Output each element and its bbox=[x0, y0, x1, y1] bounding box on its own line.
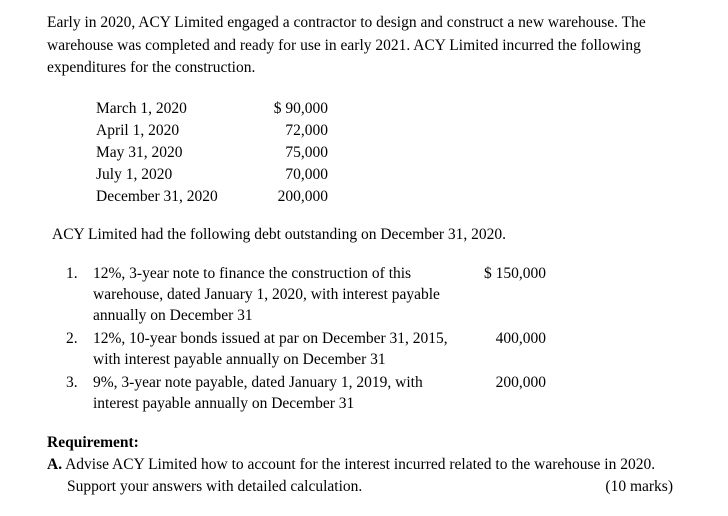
debt-item bbox=[0, 372, 728, 414]
debt-item bbox=[0, 328, 728, 370]
expenditure-amount: 72,000 bbox=[285, 122, 328, 139]
requirement-a bbox=[47, 454, 687, 476]
debt-item bbox=[0, 263, 728, 326]
expenditures-table bbox=[96, 98, 328, 208]
debt-number: 2. bbox=[66, 330, 78, 347]
debt-list bbox=[0, 263, 728, 416]
expenditure-date: July 1, 2020 bbox=[96, 166, 173, 183]
debt-number: 3. bbox=[66, 374, 78, 391]
requirement-title: Requirement: bbox=[47, 434, 139, 451]
expenditure-amount: $ 90,000 bbox=[273, 100, 328, 117]
debt-description: 12%, 10-year bonds issued at par on December 31, 2015, with interest payable annually on December 31 bbox=[93, 330, 448, 368]
expenditure-row bbox=[96, 164, 328, 186]
expenditure-row bbox=[96, 98, 328, 120]
requirement-a-label: A. bbox=[47, 456, 63, 473]
expenditure-amount: 70,000 bbox=[285, 166, 328, 183]
debt-description: 9%, 3-year note payable, dated January 1, 2019, with interest payable annually on December 31 bbox=[93, 374, 423, 412]
debt-number: 1. bbox=[66, 265, 78, 282]
debt-description: 12%, 3-year note to finance the construction of this warehouse, dated January 1, 2020, with interest payable annually on December 31 bbox=[93, 265, 440, 324]
requirement-a-text: Advise ACY Limited how to account for the interest incurred related to the warehouse in 2020. bbox=[65, 456, 656, 473]
debt-amount: $ 150,000 bbox=[484, 265, 546, 282]
expenditure-date: May 31, 2020 bbox=[96, 144, 183, 161]
requirement-marks: (10 marks) bbox=[605, 478, 673, 495]
expenditure-amount: 75,000 bbox=[285, 144, 328, 161]
expenditure-row bbox=[96, 142, 328, 164]
intro-paragraph: Early in 2020, ACY Limited engaged a contractor to design and construct a new warehouse. The warehouse was completed and ready for use in early 2021. ACY Limited incurred the following expenditures for the construction. bbox=[47, 14, 646, 76]
requirement-support: Support your answers with detailed calculation. bbox=[67, 478, 363, 495]
debt-amount: 400,000 bbox=[495, 330, 546, 347]
expenditure-row bbox=[96, 120, 328, 142]
debt-amount: 200,000 bbox=[495, 374, 546, 391]
expenditure-date: December 31, 2020 bbox=[96, 188, 218, 205]
expenditure-date: March 1, 2020 bbox=[96, 100, 187, 117]
expenditure-amount: 200,000 bbox=[277, 188, 328, 205]
expenditure-date: April 1, 2020 bbox=[96, 122, 180, 139]
debt-intro: ACY Limited had the following debt outstanding on December 31, 2020. bbox=[52, 226, 507, 243]
expenditure-row bbox=[96, 186, 328, 208]
